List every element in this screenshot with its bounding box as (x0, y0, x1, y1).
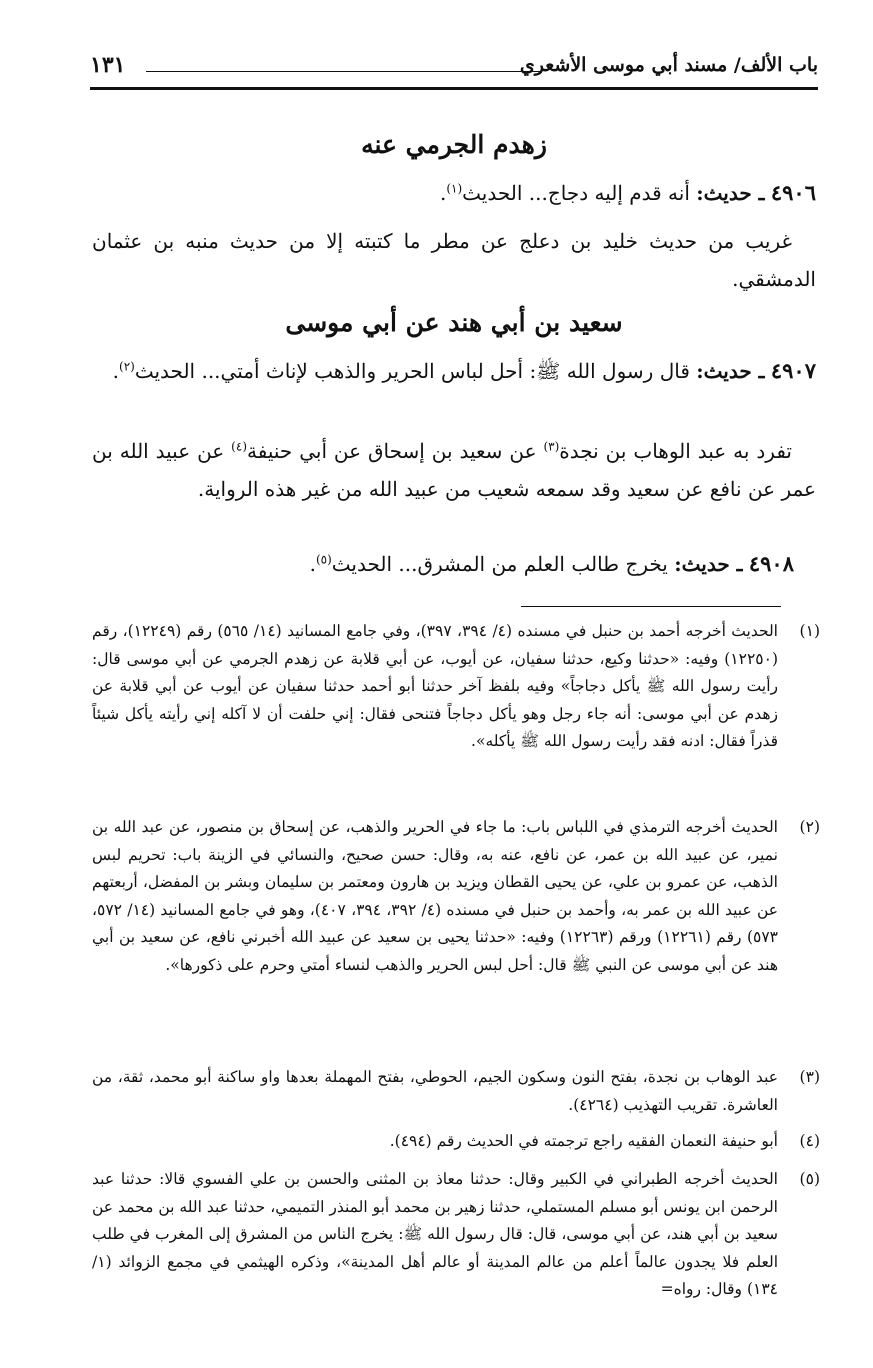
footnote-number: (٢) (799, 818, 820, 836)
footnote-ref: (٣) (543, 439, 560, 454)
footnote-number: (٥) (799, 1170, 820, 1188)
hadith-text: قال رسول الله ﷺ: أحل لباس الحرير والذهب لإناث أمتي... الحديث (134, 359, 690, 383)
footnote-ref: (١) (446, 181, 463, 196)
section-title: زهدم الجرمي عنه (361, 130, 547, 159)
footnote-text: الحديث أخرجه الترمذي في اللباس باب: ما جاء في الحرير والذهب، عن إسحاق بن منصور، عن عبد الله بن نمير، عن عبيد الله بن عمر، عن نافع، عنه به، وقال: حسن صحيح، والنسائي في الزينة باب: تحريم لبس الذهب، عن عمرو بن علي، عن يحيى القطان ويزيد بن هارون ومعتمر بن سليمان وبشر بن المفضل، أربعتهم عن عبيد الله بن عمر به، وأحمد بن حنبل في مسنده (٤/ ٣٩٢، ٣٩٤، ٤٠٧)، وهو في جامع المسانيد (١٤/ ٥٧٢، ٥٧٣) رقم (١٢٢٦١) ورقم (١٢٢٦٣) وفيه: «حدثنا يحيى بن سعيد عن عبيد الله أخبرني نافع، عن سعيد بن أبي هند عن أبي موسى عن النبي ﷺ قال: أحل لبس الحرير والذهب لنساء أمتي وحرم على ذكورها». (92, 818, 778, 974)
footnote-text: الحديث أخرجه أحمد بن حنبل في مسنده (٤/ ٣٩٤، ٣٩٧)، وفي جامع المسانيد (١٤/ ٥٦٥) رقم (١٢٢٤٩)، رقم (١٢٢٥٠) وفيه: «حدثنا وكيع، حدثنا سفيان، عن أيوب، عن أبي قلابة عن زهدم الجرمي عن أبي موسى قال: رأيت رسول الله ﷺ يأكل دجاجاً» وفيه بلفظ آخر حدثنا أبو أحمد حدثنا سفيان عن أيوب عن أبي قلابة عن زهدم عن أبي موسى: أنه جاء رجل وهو يأكل دجاجاً فتنحى فقال: إني حلفت أن لا آكله إني رأيته يأكل شيئاً قذراً فقال: ادنه فقد رأيت رسول الله ﷺ يأكله». (92, 622, 778, 751)
footnote-ref: (٤) (231, 439, 247, 454)
footnote-number: (٤) (799, 1132, 820, 1150)
footnote-ref: (٥) (315, 552, 332, 567)
hadith-entry: ٤٩٠٦ ـ حديث: أنه قدم إليه دجاج... الحديث$^{(١)}$. (439, 180, 816, 205)
hadith-number: ٤٩٠٦ (770, 180, 816, 205)
footnote (92, 1166, 820, 1304)
section-title: سعيد بن أبي هند عن أبي موسى (285, 308, 623, 337)
footnote-text: أبو حنيفة النعمان الفقيه راجع ترجمته في الحديث رقم (٤٩٤). (389, 1132, 778, 1150)
commentary-paragraph: غريب من حديث خليد بن دعلج عن مطر ما كتبته إلا من حديث منبه بن عثمان الدمشقي. (92, 229, 816, 291)
hadith-number: ٤٩٠٧ (770, 358, 816, 383)
footnote-divider (521, 606, 781, 607)
footnote-text: الحديث أخرجه الطبراني في الكبير وقال: حدثنا معاذ بن المثنى والحسن بن علي الفسوي قالا: حدثنا عبد الرحمن ابن يونس أبو مسلم المستملي، حدثنا زهير بن محمد أبو المنذر التميمي، حدثنا عبد الله بن محمد عن سعيد بن أبي هند، عن أبي موسى، قال: قال رسول الله ﷺ: يخرج الناس من المشرق إلى المغرب في طلب العلم فلا يجدون عالماً أعلم من عالم المدينة أو عالم أهل المدينة»، وذكره الهيثمي في مجمع الزوائد (١/ ١٣٤) وقال: رواه= (92, 1170, 778, 1299)
hadith-text: يخرج طالب العلم من المشرق... الحديث (331, 552, 668, 576)
footnote (92, 1128, 820, 1156)
header-rule (146, 71, 540, 72)
footnote (92, 618, 820, 756)
footnote-text: عبد الوهاب بن نجدة، بفتح النون وسكون الجيم، الحوطي، بفتح المهملة بعدها واو ساكنة أبو محمد، ثقة، من العاشرة. تقريب التهذيب (٤٢٦٤). (92, 1068, 778, 1114)
page-number: ١٣١ (90, 52, 126, 78)
running-header (90, 40, 818, 90)
hadith-label: ـ حديث: (696, 181, 765, 205)
hadith-label: ـ حديث: (696, 359, 765, 383)
hadith-label: ـ حديث: (674, 552, 743, 576)
commentary-paragraph: تفرد به عبد الوهاب بن نجدة$^{(٣)}$ عن سعيد بن إسحاق عن أبي حنيفة$^{(٤)}$ عن عبيد الله بن عمر عن نافع عن سعيد وقد سمعه شعيب من عبيد الله من غير هذه الرواية. (92, 439, 816, 501)
hadith-number: ٤٩٠٨ (748, 551, 794, 576)
footnote (92, 1064, 820, 1119)
footnote (92, 814, 820, 980)
footnote-ref: (٢) (119, 359, 135, 374)
hadith-entry: ٤٩٠٧ ـ حديث: قال رسول الله ﷺ: أحل لباس الحرير والذهب لإناث أمتي... الحديث$^{(٢)}$. (112, 358, 816, 383)
footnote-number: (١) (799, 622, 820, 640)
chapter-title: باب الألف/ مسند أبي موسى الأشعري (519, 54, 818, 76)
footnote-number: (٣) (799, 1068, 820, 1086)
hadith-entry: ٤٩٠٨ ـ حديث: يخرج طالب العلم من المشرق... الحديث$^{(٥)}$. (309, 551, 794, 576)
hadith-text: أنه قدم إليه دجاج... الحديث (462, 181, 690, 205)
